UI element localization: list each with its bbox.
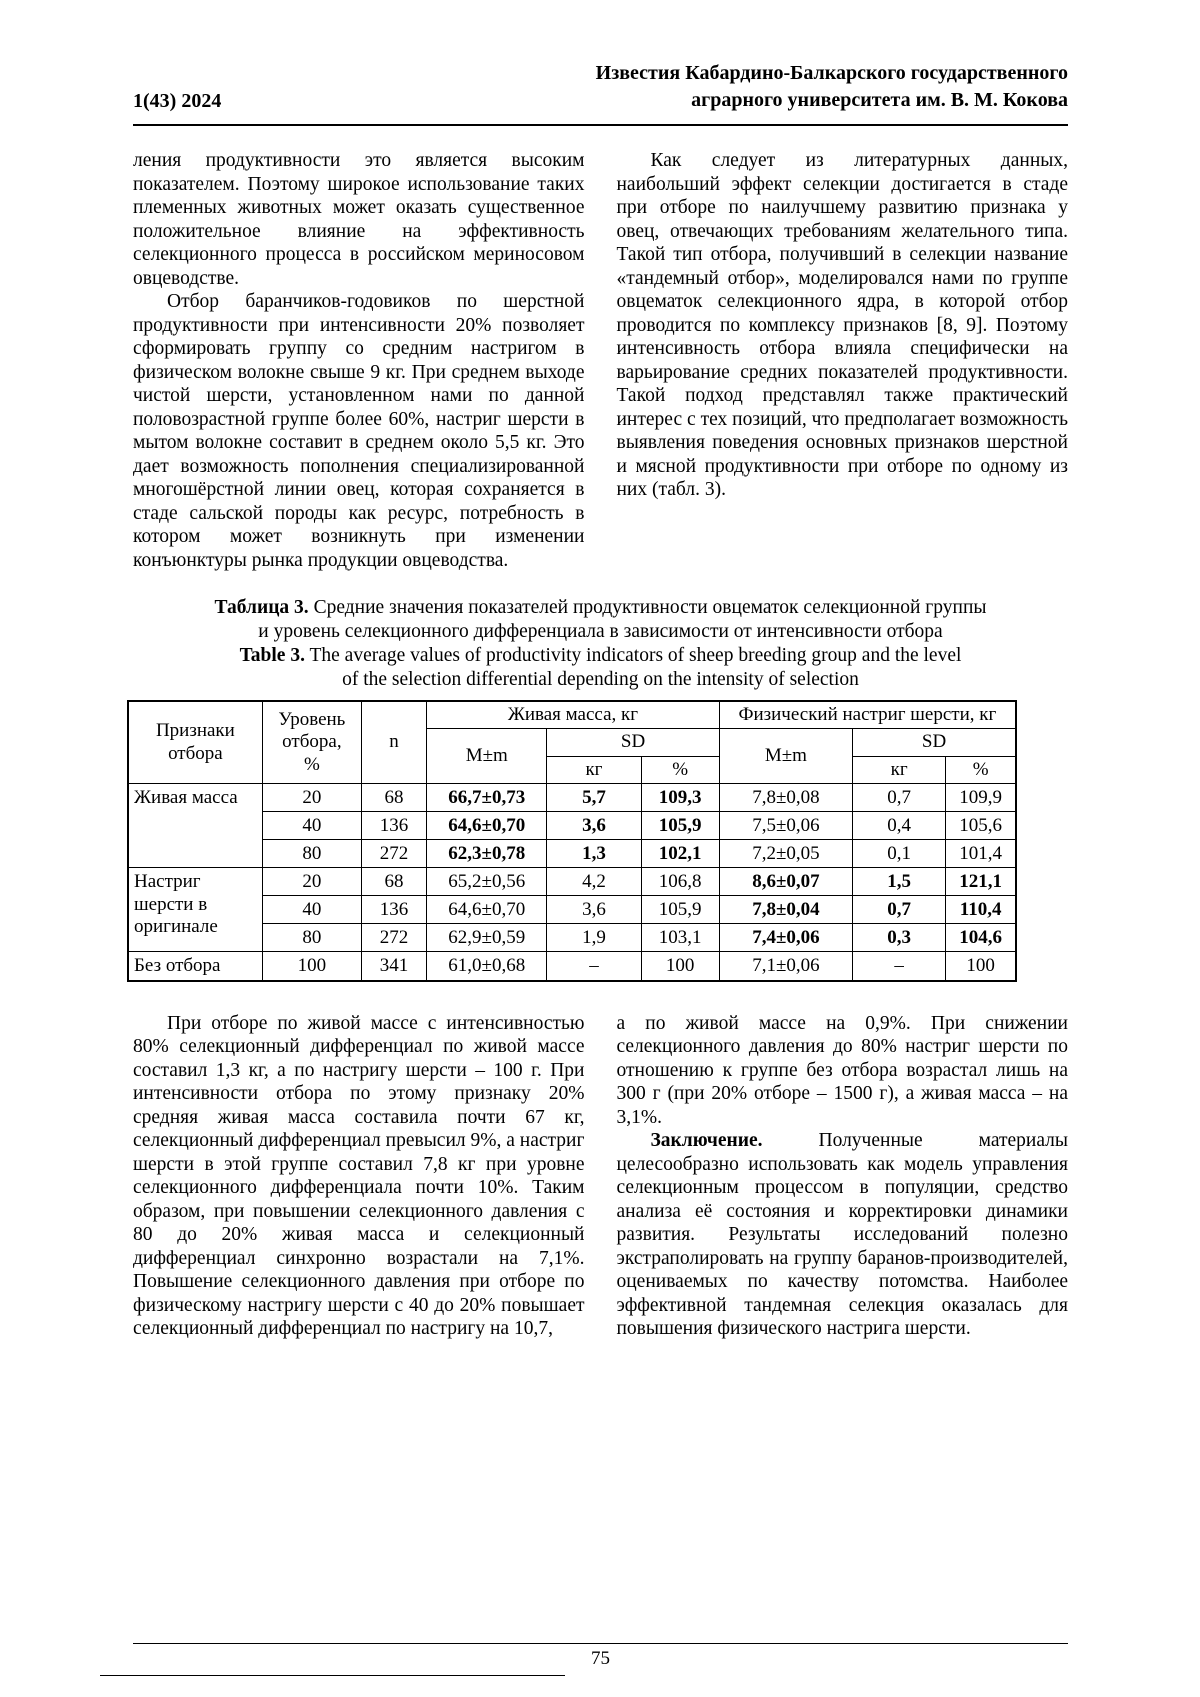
table-head <box>128 701 1016 784</box>
table-cell: 4,2 <box>547 868 641 896</box>
table-cell: 80 <box>262 924 361 952</box>
header-percent-wool: % <box>946 756 1016 783</box>
table-cell: 0,1 <box>853 840 946 868</box>
table-cell: 272 <box>361 840 426 868</box>
header-live-weight-group: Живая масса, кг <box>427 701 720 729</box>
table-cell: 80 <box>262 840 361 868</box>
table-caption <box>133 596 1068 692</box>
table-cell: 40 <box>262 812 361 840</box>
footer-half-rule <box>100 1675 565 1676</box>
table-cell: 109,3 <box>641 784 719 812</box>
header-level: Уровень отбора, % <box>262 701 361 784</box>
table-cell: 0,3 <box>853 924 946 952</box>
table-cell: 7,8±0,04 <box>719 896 852 924</box>
table-cell: 1,5 <box>853 868 946 896</box>
table-cell: 64,6±0,70 <box>427 812 547 840</box>
table-caption-en-label: Table 3. <box>239 645 305 666</box>
table-cell: 136 <box>361 896 426 924</box>
conclusion-text: Полученные материалы целесообразно использовать как модель управления селекционным процессом в популяции, средство анализа её состояния и корректировки динамики развития. Результаты исследований полезно экстраполировать на группу баранов-производителей, оцениваемых по качеству потомства. Наиболее эффективной тандемная селекция оказалась для повышения физического настрига шерсти. <box>616 1130 1068 1340</box>
table-caption-ru-line1 <box>133 596 1068 620</box>
journal-title-line2: аграрного университета им. В. М. Кокова <box>691 89 1068 111</box>
table-row <box>128 784 1016 812</box>
table-cell: 3,6 <box>547 896 641 924</box>
table-cell: – <box>547 952 641 981</box>
table-cell: 102,1 <box>641 840 719 868</box>
table-cell: 62,9±0,59 <box>427 924 547 952</box>
body-top <box>133 149 1068 572</box>
header-wool-group: Физический настриг шерсти, кг <box>719 701 1016 729</box>
header-mm-live-weight: M±m <box>427 729 547 784</box>
paragraph-continuation: ления продуктивности это является высоким показателем. Поэтому широкое использование таких племенных животных может оказать существенное положительное влияние на эффективность селекционного процесса в российском мериносовом овцеводстве. <box>133 150 585 289</box>
trait-cell: Настриг шерсти в оригинале <box>128 868 262 952</box>
table-caption-ru-line2: и уровень селекционного дифференциала в зависимости от интенсивности отбора <box>258 621 943 642</box>
body-bottom <box>133 1012 1068 1341</box>
header-percent-live-weight: % <box>641 756 719 783</box>
table-cell: 1,9 <box>547 924 641 952</box>
table-caption-ru-text: Средние значения показателей продуктивности овцематок селекционной группы <box>308 597 987 618</box>
table-cell: 5,7 <box>547 784 641 812</box>
table-cell: 0,7 <box>853 784 946 812</box>
table-cell: 0,7 <box>853 896 946 924</box>
paragraph: Отбор баранчиков-годовиков по шерстной продуктивности при интенсивности 20% позволяет сформировать группу со средним настригом в физическом волокне свыше 9 кг. При среднем выходе чистой шерсти, установленном нами по данной половозрастной группе более 60%, настриг шерсти в мытом волокне составит в среднем около 5,5 кг. Это дает возможность пополнения специализированной многошёрстной линии овец, которая сохраняется в стаде сальской породы как ресурс, потребность в котором может возникнуть при изменении конъюнктуры рынка продукции овцеводства. <box>133 291 585 571</box>
table-cell: 61,0±0,68 <box>427 952 547 981</box>
table-cell: 7,2±0,05 <box>719 840 852 868</box>
footer-rule <box>133 1643 1068 1644</box>
paragraph-continuation: а по живой массе на 0,9%. При снижении селекционного давления до 80% настриг шерсти по отношению к группе без отбора возрастал лишь на 300 г (при 20% отборе – 1500 г), а живая масса – на 3,1%. <box>616 1012 1068 1128</box>
journal-title-line1: Известия Кабардино-Балкарского государственного <box>595 62 1068 84</box>
table-cell: 104,6 <box>946 924 1016 952</box>
table-body <box>128 784 1016 981</box>
table-cell: 100 <box>946 952 1016 981</box>
header-traits: Признаки отбора <box>128 701 262 784</box>
trait-cell: Живая масса <box>128 784 262 868</box>
table-cell: 105,6 <box>946 812 1016 840</box>
table-cell: 103,1 <box>641 924 719 952</box>
table-header-row-1 <box>128 701 1016 729</box>
header-rule <box>133 124 1068 126</box>
table-cell: 68 <box>361 868 426 896</box>
table-cell: 8,6±0,07 <box>719 868 852 896</box>
table-cell: 66,7±0,73 <box>427 784 547 812</box>
header-n: n <box>361 701 426 784</box>
table-caption-en-text: The average values of productivity indicators of sheep breeding group and the level <box>304 645 962 666</box>
productivity-table <box>127 700 1017 982</box>
table-cell: 7,8±0,08 <box>719 784 852 812</box>
table-caption-ru-label: Таблица 3. <box>214 597 309 618</box>
table-cell: 105,9 <box>641 812 719 840</box>
table-cell: 65,2±0,56 <box>427 868 547 896</box>
table-cell: 100 <box>262 952 361 981</box>
page-number: 75 <box>591 1648 610 1669</box>
table-cell: 1,3 <box>547 840 641 868</box>
table-cell: 136 <box>361 812 426 840</box>
table-caption-en-line2: of the selection differential depending on the intensity of selection <box>342 669 859 690</box>
table-cell: – <box>853 952 946 981</box>
table-cell: 100 <box>641 952 719 981</box>
table-cell: 7,5±0,06 <box>719 812 852 840</box>
header-mm-wool: M±m <box>719 729 852 784</box>
table-row <box>128 868 1016 896</box>
table-cell: 7,1±0,06 <box>719 952 852 981</box>
table-cell: 121,1 <box>946 868 1016 896</box>
page-header <box>133 0 1068 114</box>
header-kg-wool: кг <box>853 756 946 783</box>
table-cell: 68 <box>361 784 426 812</box>
table-cell: 7,4±0,06 <box>719 924 852 952</box>
table-cell: 62,3±0,78 <box>427 840 547 868</box>
conclusion-label: Заключение. <box>650 1130 763 1152</box>
table-cell: 109,9 <box>946 784 1016 812</box>
paragraph: Как следует из литературных данных, наибольший эффект селекции достигается в стаде при отборе по наилучшему развитию признака у овец, отвечающих требованиям желательного типа. Такой тип отбора, получивший в селекции название «тандемный отбор», моделировался нами по группе овцематок селекционного ядра, в которой отбор проводится по комплексу признаков [8, 9]. Поэтому интенсивность отбора влияла специфически на варьирование средних показателей продуктивности. Такой подход представлял также практический интерес с тех позиций, что предполагает возможность выявления поведения основных признаков шерстной и мясной продуктивности при отборе по одному из них (табл. 3). <box>616 150 1068 500</box>
table-cell: 3,6 <box>547 812 641 840</box>
header-kg-live-weight: кг <box>547 756 641 783</box>
header-sd-live-weight: SD <box>547 729 719 756</box>
page-content <box>133 0 1068 1341</box>
table-cell: 64,6±0,70 <box>427 896 547 924</box>
table-caption-en-line1 <box>133 644 1068 668</box>
table-cell: 341 <box>361 952 426 981</box>
body-top-right-column <box>617 149 1069 572</box>
journal-title <box>596 60 1068 114</box>
table-cell: 20 <box>262 868 361 896</box>
table-cell: 20 <box>262 784 361 812</box>
body-bottom-left-column <box>133 1012 585 1341</box>
table-cell: 40 <box>262 896 361 924</box>
table-cell: 101,4 <box>946 840 1016 868</box>
paragraph-conclusion <box>617 1129 1069 1341</box>
body-top-left-column <box>133 149 585 572</box>
paragraph: При отборе по живой массе с интенсивностью 80% селекционный дифференциал по живой массе составил 1,3 кг, а по настригу шерсти – 100 г. При интенсивности отбора по этому признаку 20% средняя живая масса составила почти 67 кг, селекционный дифференциал превысил 9%, а настриг шерсти в этой группе составил 7,8 кг при уровне селекционного дифференциала почти 10%. Таким образом, при повышении селекционного давления с 80 до 20% живая масса и селекционный дифференциал синхронно возрастали на 7,1%. Повышение селекционного давления при отборе по физическому настригу шерсти с 40 до 20% повышает селекционный дифференциал по настригу на 10,7, <box>133 1012 585 1340</box>
table-cell: 272 <box>361 924 426 952</box>
table-cell: 106,8 <box>641 868 719 896</box>
table-cell: 0,4 <box>853 812 946 840</box>
table-cell: 110,4 <box>946 896 1016 924</box>
issue-number: 1(43) 2024 <box>133 90 222 112</box>
table-row <box>128 952 1016 981</box>
page-footer <box>133 1643 1068 1676</box>
table-cell: 105,9 <box>641 896 719 924</box>
body-bottom-right-column <box>617 1012 1069 1341</box>
trait-cell: Без отбора <box>128 952 262 981</box>
header-sd-wool: SD <box>853 729 1016 756</box>
